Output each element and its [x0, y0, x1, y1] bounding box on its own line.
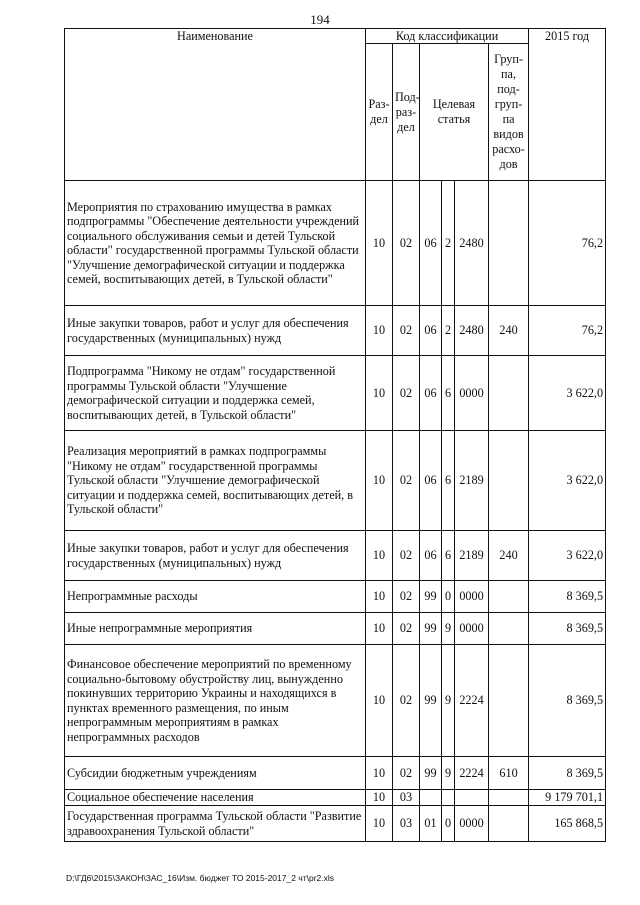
row-podrazdel: 02 — [393, 645, 420, 757]
row-razdel: 10 — [366, 645, 393, 757]
row-target-program — [420, 790, 442, 806]
row-name: Непрограммные расходы — [65, 581, 366, 613]
row-target-subprogram: 2 — [442, 306, 455, 356]
table-row — [65, 757, 606, 790]
row-target-program: 06 — [420, 181, 442, 306]
row-podrazdel: 02 — [393, 431, 420, 531]
row-name: Социальное обеспечение населения — [65, 790, 366, 806]
table-row — [65, 431, 606, 531]
row-amount: 8 369,5 — [529, 757, 606, 790]
row-amount: 8 369,5 — [529, 581, 606, 613]
row-target-direction: 2224 — [455, 757, 489, 790]
row-razdel: 10 — [366, 790, 393, 806]
row-target-direction: 0000 — [455, 581, 489, 613]
row-target-subprogram: 2 — [442, 181, 455, 306]
table-row — [65, 581, 606, 613]
row-expense-type — [489, 581, 529, 613]
row-name: Иные закупки товаров, работ и услуг для обеспечения государственных (муниципальных) нужд — [65, 531, 366, 581]
row-target-direction: 2224 — [455, 645, 489, 757]
row-razdel: 10 — [366, 531, 393, 581]
row-expense-type — [489, 431, 529, 531]
header-year: 2015 год — [529, 29, 606, 181]
row-podrazdel: 03 — [393, 790, 420, 806]
row-target-program: 99 — [420, 645, 442, 757]
row-razdel: 10 — [366, 613, 393, 645]
row-target-program: 06 — [420, 356, 442, 431]
row-expense-type — [489, 181, 529, 306]
table-body — [65, 181, 606, 842]
row-target-program: 06 — [420, 531, 442, 581]
row-target-subprogram: 6 — [442, 356, 455, 431]
row-name: Государственная программа Тульской области "Развитие здравоохранения Тульской области" — [65, 806, 366, 842]
row-target-subprogram: 9 — [442, 645, 455, 757]
row-target-direction: 0000 — [455, 806, 489, 842]
row-target-direction: 2189 — [455, 531, 489, 581]
header-razdel: Раз- дел — [366, 44, 393, 181]
row-target-direction: 0000 — [455, 613, 489, 645]
row-target-direction: 2480 — [455, 181, 489, 306]
row-expense-type — [489, 806, 529, 842]
row-amount: 165 868,5 — [529, 806, 606, 842]
row-amount: 3 622,0 — [529, 356, 606, 431]
row-name: Субсидии бюджетным учреждениям — [65, 757, 366, 790]
row-target-subprogram: 6 — [442, 531, 455, 581]
header-podrazdel: Под- раз- дел — [393, 44, 420, 181]
row-expense-type — [489, 613, 529, 645]
page-number: 194 — [310, 12, 330, 27]
header-expense-group: Груп- па, под- груп- па видов расхо- дов — [489, 44, 529, 181]
row-podrazdel: 02 — [393, 181, 420, 306]
row-amount: 8 369,5 — [529, 645, 606, 757]
table-row — [65, 531, 606, 581]
table-row — [65, 613, 606, 645]
table-row — [65, 356, 606, 431]
row-expense-type — [489, 790, 529, 806]
header-target-article: Целевая статья — [420, 44, 489, 181]
row-razdel: 10 — [366, 356, 393, 431]
row-podrazdel: 02 — [393, 613, 420, 645]
row-expense-type: 610 — [489, 757, 529, 790]
row-amount: 8 369,5 — [529, 613, 606, 645]
row-target-direction — [455, 790, 489, 806]
row-target-program: 99 — [420, 757, 442, 790]
row-podrazdel: 02 — [393, 356, 420, 431]
header-code: Код классификации — [366, 29, 529, 44]
row-target-subprogram: 9 — [442, 613, 455, 645]
row-amount: 76,2 — [529, 306, 606, 356]
row-podrazdel: 02 — [393, 581, 420, 613]
row-amount: 76,2 — [529, 181, 606, 306]
row-amount: 9 179 701,1 — [529, 790, 606, 806]
row-target-direction: 2480 — [455, 306, 489, 356]
row-podrazdel: 02 — [393, 306, 420, 356]
row-razdel: 10 — [366, 757, 393, 790]
row-target-subprogram: 0 — [442, 806, 455, 842]
row-name: Подпрограмма "Никому не отдам" государственной программы Тульской области "Улучшение демографической ситуации и поддержка семей, воспитывающих детей, в Тульской области" — [65, 356, 366, 431]
row-target-program: 06 — [420, 306, 442, 356]
row-target-direction: 0000 — [455, 356, 489, 431]
row-name: Мероприятия по страхованию имущества в рамках подпрограммы "Обеспечение деятельности учреждений социального обслуживания семьи и детей Тульской области" государственной программы Тульской области "Улучшение демографической ситуации и поддержка семей, воспитывающих детей, в Тульской области" — [65, 181, 366, 306]
row-name: Реализация мероприятий в рамках подпрограммы "Никому не отдам" государственной программы Тульской области "Улучшение демографической ситуации и поддержка семей, воспитывающих детей, в Тульской области" — [65, 431, 366, 531]
row-target-program: 06 — [420, 431, 442, 531]
row-expense-type: 240 — [489, 531, 529, 581]
row-name: Финансовое обеспечение мероприятий по временному социально-бытовому обустройству лиц, вынужденно покинувших территорию Украины и находящихся в пунктах временного размещения, по иным непрограммным мероприятиям в рамках непрограммных расходов — [65, 645, 366, 757]
table-row — [65, 790, 606, 806]
row-razdel: 10 — [366, 181, 393, 306]
row-target-subprogram: 6 — [442, 431, 455, 531]
row-target-program: 01 — [420, 806, 442, 842]
table-row — [65, 645, 606, 757]
table-row — [65, 806, 606, 842]
row-podrazdel: 02 — [393, 757, 420, 790]
table-row — [65, 306, 606, 356]
row-target-subprogram: 0 — [442, 581, 455, 613]
header-name: Наименование — [65, 29, 366, 181]
row-podrazdel: 02 — [393, 531, 420, 581]
row-expense-type: 240 — [489, 306, 529, 356]
row-target-program: 99 — [420, 613, 442, 645]
row-razdel: 10 — [366, 306, 393, 356]
row-target-program: 99 — [420, 581, 442, 613]
row-expense-type — [489, 356, 529, 431]
row-razdel: 10 — [366, 581, 393, 613]
row-name: Иные непрограммные мероприятия — [65, 613, 366, 645]
row-name: Иные закупки товаров, работ и услуг для обеспечения государственных (муниципальных) нужд — [65, 306, 366, 356]
row-amount: 3 622,0 — [529, 531, 606, 581]
row-expense-type — [489, 645, 529, 757]
budget-table — [64, 28, 606, 842]
file-path-footer: D:\ГД6\2015\ЗАКОН\ЗАС_16\Изм. бюджет ТО 2015-2017_2 чт\pr2.xls — [66, 873, 335, 883]
row-target-subprogram: 9 — [442, 757, 455, 790]
row-razdel: 10 — [366, 431, 393, 531]
row-podrazdel: 03 — [393, 806, 420, 842]
table-row — [65, 181, 606, 306]
row-target-direction: 2189 — [455, 431, 489, 531]
row-amount: 3 622,0 — [529, 431, 606, 531]
row-target-subprogram — [442, 790, 455, 806]
row-razdel: 10 — [366, 806, 393, 842]
